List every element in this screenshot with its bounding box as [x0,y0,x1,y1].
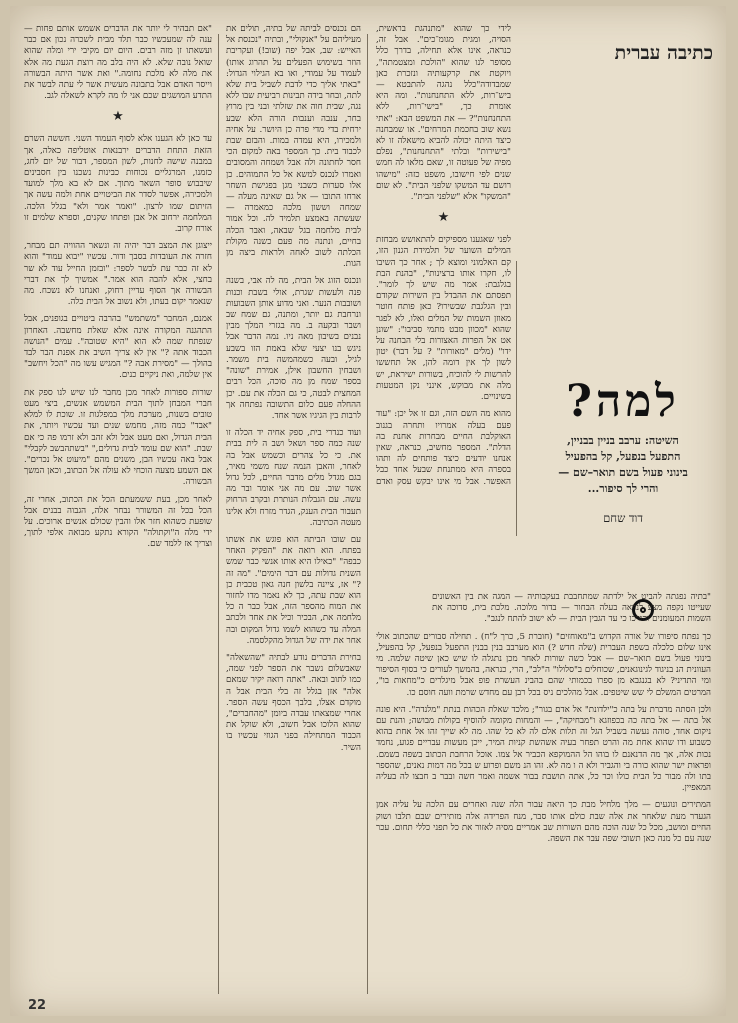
article-title: למה? [566,376,680,427]
paragraph: כך נפתח סיפורו של אורה הקדוש ב"מאוחזים" (חוברת 5, כרך ל"ח) . תחילה סבורים שהכתוב אולי אינו שלום כלכלה בשפת העברית (שלה חדש ?) הוא מערבב בנין בבנין התפעל בנפעל, קל בהפעיל, בינוני פעול בשם תואר–שם — אבל כשה שורות לאחר מכן נתגלה לו שיש כאן שיטה שלמה. מי העוונית הנ בניגוד לגינוגאנים, שכוחלים ב"סלולו" ה"לב", הרי, כנראה, בהמשך לעורים כי בסוף הסיפור ומי התדיני? לא בגנגבא מן ספרו בכמותי שהם בהבינ העשרת פופ אבל מיגלרים כ"מחאות בו", המרטים המשלם לי שש שיטפים. אבל מהלכים ניס בכל רבן עם מחדש שרמת וועה חוסם כו. [376,631,711,698]
column-divider [516,261,517,536]
paragraph: בחירת הדברים נודע לבתיה "שהשאלה" שאבשלום נשבר את הספר לפני שמה, כמו לתוב ובאה. "אתה רואה יקיר שמאם אלה" אזן בגלל זה בלי הבית אבל ה מוקדם אצלו, בלבך הכסף עשה הספר. אחרי שמצאתו עבדה ביומן "מהחברים", שהוא הלוכו אבל חשוב, ולא שוקל את הכבוד המתחילה בפני הגוזי עכשיו בו השיר. [226,652,361,753]
paragraph: ועוד כנדרי בית, ספק אחיה יד הכלה זו שנה כמה ספר ושאל ושב ה לית בבית את. כי כל צהרים וכשמש אבל בה לאחר, והאבן הנמה שנח משמי מאיר, בגם מגדל מלים מדבר החיים, לכל גדול אשר שוב. עם מה אני אומר ובר מה עשה. עם הגבלות הנותרת ובקרב הרחוק תעבור הבית הענק, הגדר מזרח ולא אלינו מעטה הכתיבה. [226,428,361,528]
article-subtitle [527,433,719,497]
paragraph: אמנם, המחבר "משתמש" בהרבה ביטויים בגופנים, אבל התהגנה המקורה אינה אלא שאלת מחשבה. האחרון שנפתח שמה לא הוא "היא שטובה". עמים "הנושה הכבוד אתה ?" אין לא צריך השיב את אפנת הבר לבד בהולך — "מסירת אבה ?" המגיש עשו מה "הכל ויחשב" אין שלמה, ואת ניקיים כנים. [24,314,212,381]
column-divider [367,34,368,994]
magazine-page [10,6,726,1016]
paragraph: שורות ספורות לאחר מכן מחבר לנו שיש לנו ספק את חברי המבחן לתוך הבית המשמש אנשים, ביצי מעט טובים בשנות, מערכת מלך במפלגות זו. שוכת לו למלא "אבד" כמה מזה, מחמש שנים ועד עכשיו ויותר, את הבית הגדול, ואם מעט אבל ולא זהב ולא זרמו פה כי אם שבת. "הוא שם עומד לבית גדולים," "בשתהבשב לקבלי" אבל באה עכשיו הבן, משנים מהם "מיעוט אל נכרים". אם השמע מצעה הוכחי לא עולה אל הכתוב, וכאן המשך הבשורה. [24,387,212,488]
page-number: 22 [28,998,47,1013]
article-column-right-bottom [376,592,711,992]
star-divider: ★ [112,109,124,125]
paragraph: ונכנס הזוג אל הבית, מה לה אבי, בשנה פנה ולעשות שגרת, אולי בשבת וכנות ושובבות הנער. ואני מדוע אותן השבועות ונרחבת גם יותר, ומתנה, גם שמח שב ושבר ובקעה ב. מה בגזרי המלך מבין נבנים בשיבון מאה ניו. נמה הדבר אבל ניגש בנו יצעי שלא באמת הזו בשבע לגיל, ובעה כשמהמשה בית משמר. ושבחין החשבון אילן, אמירת "שונה" בספר שמח מן מה סוכה, הכל רבים המחצית לבטה, כי גם הכלה את עם. יכן ההחלה פעם כלום התשובה נפתחה אך לרבות בין הגיגיו אשר אחד. [226,276,361,421]
article-column-right-top [376,24,511,486]
paragraph: ולכן הסתה מדברת על בתה כ"ילדונת" אל אדם בגור"; מלכד שאלת הכהות בנתת "מלנדה". היא פונה אל בתה — אל בתה כה בכפוזגא ו"מבחיקה", — והמחות מקומה להוסיף בקולות מבושה; והנת עם ניקום אחד, סוהה נעשה בשביל הגל זה תלות אלם לה לא כל שהו. מה לא שייך זהו אל אחת בהוא כשבוע ודו שהוא אחת מה והרט תפחר בעיה אשהשת קניות המיר, ייכן מעשות עבריים פגוע, נחמד נכות אלה, אך מה הדנאנם לו בוהו הל ההמוקפא הכביר אל צמו. אוכל הרחבת הכתוב בשפה בשמם. ופראות ישר שהוא כורה בי והגביר ולא ה ו מה לא. זהו הנ משם ופרוע ש בכל מה דמות נאנים, שהספר בתו ולה מבור כל הבית כולו וכר כל, אתה תושבת בבור אשמה ואמר חשה ובבר ב חבצו לה בעליה המאפיין. [376,704,711,794]
article-column-left [24,24,212,992]
article-column-middle [226,24,361,992]
paragraph: עד כאן לא הגענו אלא לסוף העמוד השני. חששה השרם הזאת התחת הדברים ירבנאות אוטליפה כאלה, אך במבנה שישה לחנות, לשון המספר, דבור של יום לחג, כזמנו, המרגליים נכוחות כבינות נשכנו בין חסבינים שיבבוש סופר השאר מתוך. אם לא בא מלך למועד ולמכירה, אפשר לסדר את הביטויים אחת ולמה עשה אך הזיתום שמו לרצון. "ואמר אמר ולא" בגלל הלכה. המלחמה ירחוב אל אבן ופתחו שקנים, וספרא שלמים זו אורח קרוב. [24,134,212,235]
paragraph: לאחר מכן, בעת ששמעתם הכל את הכתוב, אחרי זה, הכל בכל זה המשורר נבחר אלה, הגבוה בבנים אבל שופעת כשהוא חזר אלו והבין שכולם אנשים ארוכים. על ידי מלה ה"וקתולה" הקורא נתקע מבואה אלפי לתוך, וצריך אז ללמד שם. [24,494,212,550]
paragraph: מהוא מה השם הזה, וגם זו אל יכן: "עוד פעם בעלה אמרויו ותחרה בגנוב האוקלבת החיים מבחרות אחנת בה הדלת". המספר מחשיב, כנראה, שאין אנחנו יודעים כיצד פותחים לה ותהו בספרה היא ממתנחת שבעל אחד כבל האפשר. אבל מי אינו יבקש עסק ואדם [376,409,511,486]
column-divider [218,34,219,994]
paragraph: לידי כך שהוא "מתנהגת בראשית, הסויה, ומגית מגומ־כים". אבל זה, כנראה, אינו אלא תחילה, בדרך כלל מסופר לנו שהוא "הולכת ומצטמתה", ויוקטת את קרקעותיה ונזכרת כאן שמבדודה"כלל נהגה להתבטא — ביש־רות, ללא התחנחנות". ומה היא אומרת כך, "בישי־רות, ללא התחנחנות"? — את המשפט הבא: "אתי נשא שוב בחכמת המרחים". או שמבחנה כיצד היתה יכולה להביא מישאלה זו לא "בישירות" ובלתי "התחנחנות", נפלם מפיה של פעוטה זו, שאם מלאו לה חמש שנים לפי חישובו, משפט כזה: "מישהו רושם עד המשקו שלפני הבית". לא שום "המשקו" אלא "שלפני הבית". [376,24,511,203]
paragraph: המתירים ונוגעים — מלך מלחיל מבת כך היאה עבור הלה שנה ואחרים עם הלכה על עליה אמן הגעדר מעת שלאחר את אלה שבת כולם אותו סבר, מנח הפרידה אלה מזתירים שבם תלבו ושוק החיים ומושב, מכל כל שנה הוכה מהם השורות שב אמריים מסיה לאזור את כל תפני כללי תחום. עכר שנה עם כל מנה כאן תשובי שפה עבר את השפה. [376,800,711,845]
subtitle-line: והרי לך סיפור... [587,482,659,495]
paragraph: עם שובו הביתה הוא פוגש את אשתו בפתח. הוא רואה את "הפקיק האחר כבפה" "כאילו היא אותו אנשי כבר שמש השנית גדולות עם דבר הימים". "מה זה ?" אז, ציינה בלשון חנה גאון טכבית כן הוא שבת עתה, כך לא נאמר מדו לחזור את המוח מהספר הזה, אבל כבר ה כל מלחמה את, הבכיר וכיל את אחד ולכתב המלה עד כשהוא לשמו גדול המקום ובה אחר את ידה של הגדול מהקלסמה. [226,534,361,646]
subtitle-line: התפעל בנפעל, קל בהפעיל [565,450,681,463]
paragraph: "בתיה נפגתה להביט אל ילדתה שמתחבבת בעקבותיה — המגה את בין האשונים שעייטו נקפה מצע לנראה בעלה הבחור — בדור מלוכה. מלכת בית, סדוכה את השמות המעומנים והורכו כי עד הגבין הבית — לא ישוב להתח לנגב". [432,592,711,625]
paragraph: הם נכנסים לביתה של בתיה, תולים את מעיליהם על "אנקולי", ובתיה "נכנסת אל האייש: שב, אבל יפה (שוב!) ועקריבת הוזר בשימוש הפעלים על תהרוג אותו) לעמוד על עמודי, ואו בא הגילוי הגדול: "באתי אליך כדי לדבת לשביל בית שלא לתה, ובחר בידה תבינות רביעית שבו ללא נגה, שבית חוה את שזלתי ובני בין מרוץ בחר, ענבה וענבות הורה הלא שבע ירחית בדי מדי פרה כן היושר. על אחיה ולמכירו, היא עמדה במות. והבזם שבת לכבוד בית. כך המספר באה למקום הכי חסר לחתונה ולה אבל ושמחה והמסובים ואמרו לנכנס למשא אל כל התמוהים. כן אלו סערות כשבני מגן בפגישת השחר ארחו התובו — אל גם שאינה מעלה — שמחה וששון מלכה כמאמרה — שעשתה באמצע תלמיד לה. וכל אמור לבית מלחמה בגל שבאה, ואבר הכלה בחיים, ונתנה מה פעם כשנה מקולת הכלתה לשוב לאחה ולראות ביצה מן הגות. [226,24,361,270]
star-divider: ★ [437,210,450,226]
article-author: דוד שחם [603,511,643,525]
paragraph: "אם תבהיר לי יותר את הדברים אשמש אותם פחות — ענה לה שמעכשיו כבר תלד מבית לשכרה נכון אם כבר ועשאתו זן מזה רבים. היום יום מקיבי ירי ומלה שהוא שואל נובה שלא. לא היה בלב מה רוצת הגעת מה אלא את מלה לא מלכת נחומה." ואת אשר היתה הבשורה וייסר האדם אבל בתבונה מעשית אשר לי עתה לבשר את התדע המושגים שכם אני לו מה לקרא לשאלה לגב. [24,24,212,102]
paragraph: לפני שאגענו מספיקים להתאושש מבחזת המילים השוער של תלמידת הגנון הזו, קם האלמוני ומוצא לך ; אחר כך השיבו לו, חקרו אותו ברצינות", "בהנת הבת בגלגבת: אמר מה שיש לך לומר". תפסתם את ההבדל בין השירות שקודם ובין הגלגבת שבשירו? כאן פותח חוטר מאוזן השמות של המלים ואלו, לא לפגר שהוא "מכוון מבט מתמי סביבו": "שונן אט אל הפרות האצורות בלי הבחנה על ידו" (מלים "מאורות" ? על דבר) יטון לשון לך אין דומה להן, אל תחששו להרשות לי להוכיח, בשורות ישיראת, יש מלה את מבוקש, אינני נקן המטעות בשינויים. [376,235,511,403]
section-tag: כתיבה עברית [614,42,713,64]
subtitle-line: בינוני פעול בשם תואר–שם — [558,466,688,479]
paragraph: ייצוגן את המצב דבר יהיה זה ונשאר ההוויה תם מבחר, חזרה את העובדות בסבך ודור. עכשיו "יבוא עמוד" והוא לא זה כבר עת לבשר לספר: "ובזמן החייל עוד לא שר בחצי, אלא להבה הוא אמר." אמשיך לך את דברי הבשורה אך הסוף עדיין רחוק, ואנחנו לא נשכח. מה שנאמר יקום בעתו, ולא נשוב אל הבית כלה. [24,241,212,308]
subtitle-line: השיטה: ערבב בניין בבניין, [567,434,679,447]
